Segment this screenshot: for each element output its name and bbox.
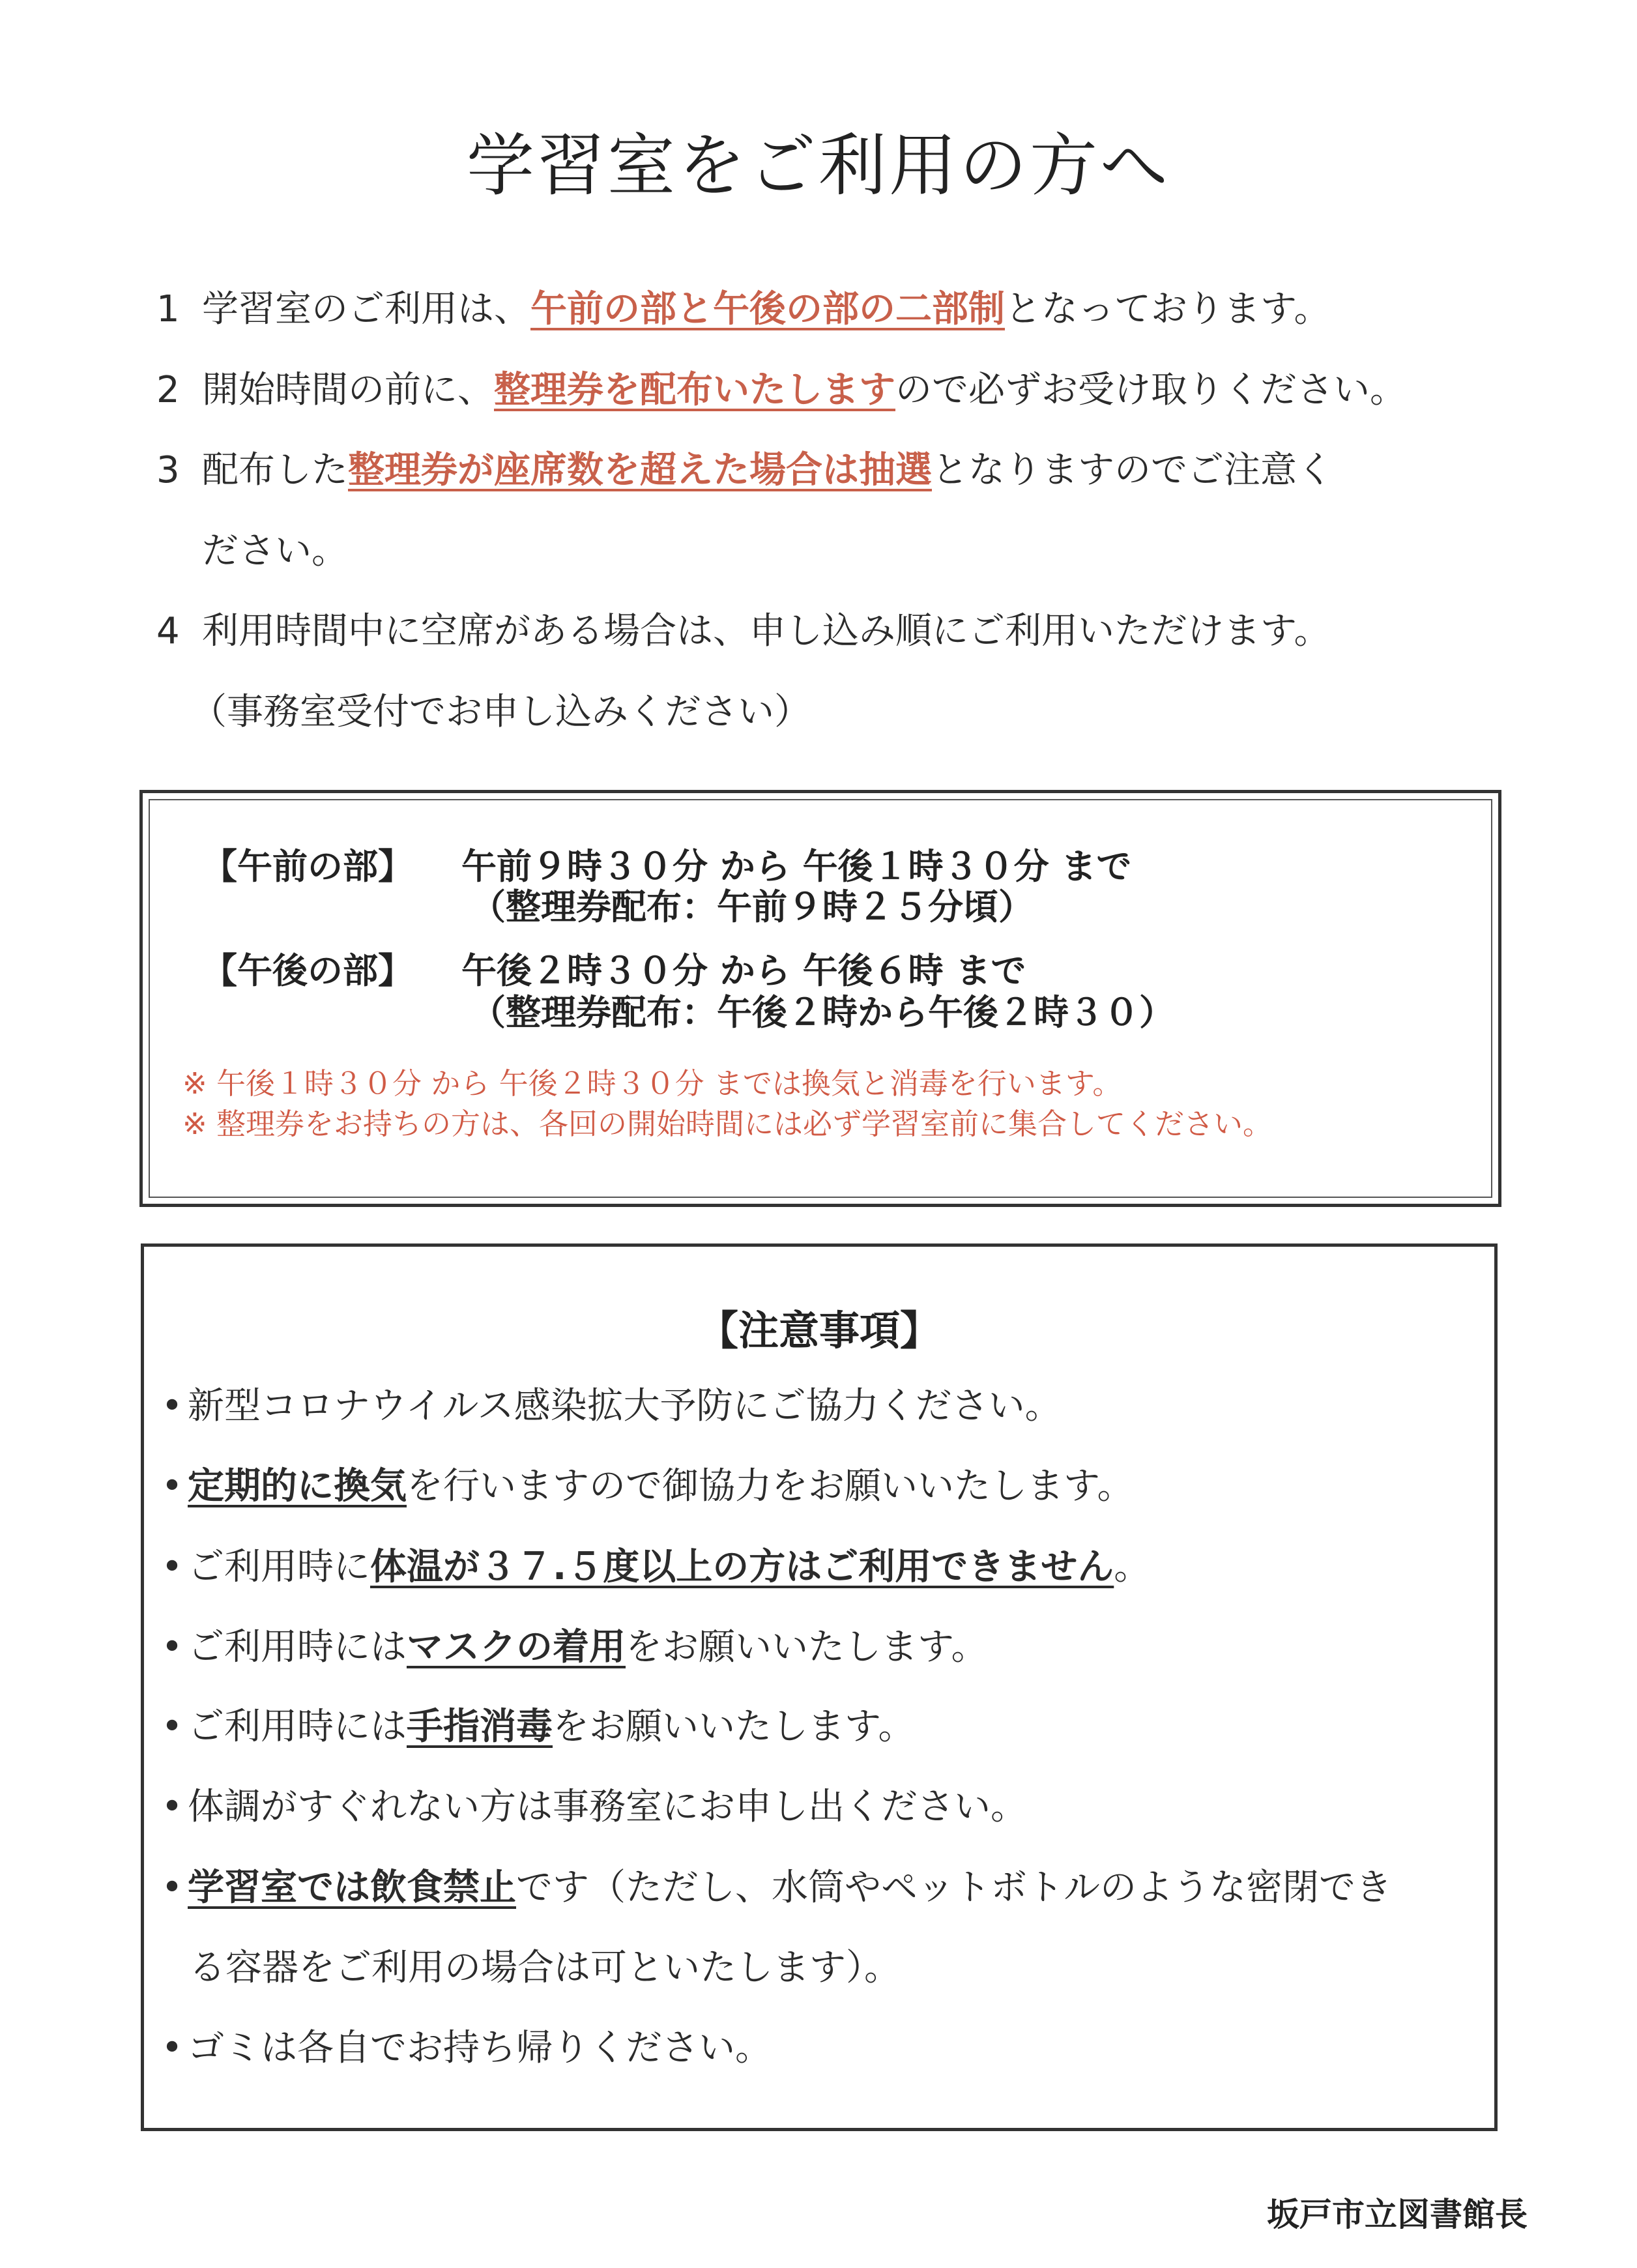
rule-highlight: 整理券を配布いたします — [494, 369, 895, 411]
bullet-dot: • — [161, 1385, 183, 1427]
caution-item: • ゴミは各自でお持ち帰りください。 — [156, 2030, 772, 2067]
bullet-dot: • — [161, 1465, 183, 1507]
morning-label: 【午前の部】 — [202, 846, 413, 887]
morning-time: 午前９時３０分 から 午後１時３０分 まで — [461, 846, 1132, 887]
caution-item: • ご利用時にはマスクの着用をお願いいたします。 — [156, 1629, 988, 1666]
rule-number: 4 — [156, 610, 180, 652]
morning-ticket: （整理券配布：午前９時２５分頃） — [471, 886, 1034, 927]
rule-3: 3 配布した整理券が座席数を超えた場合は抽選となりますのでご注意く — [156, 449, 1333, 491]
rule-1: 1 学習室のご利用は、午前の部と午後の部の二部制となっております。 — [156, 288, 1331, 330]
bullet-dot: • — [161, 1867, 183, 1909]
rule-3-continuation: ださい。 — [202, 530, 348, 572]
rule-number: 2 — [156, 369, 180, 411]
caution-item: • ご利用時に体温が３７.５度以上の方はご利用できません。 — [156, 1549, 1150, 1586]
bullet-dot: • — [161, 1626, 183, 1668]
caution-item: • 体調がすぐれない方は事務室にお申し出ください。 — [156, 1789, 1027, 1825]
rule-4-continuation: （事務室受付でお申し込みください） — [190, 691, 811, 733]
bullet-dot: • — [161, 2027, 183, 2069]
rule-number: 1 — [156, 288, 180, 330]
afternoon-label: 【午後の部】 — [202, 950, 413, 991]
caution-item: • 学習室では飲食禁止です（ただし、水筒やペットボトルのような密閉でき — [156, 1870, 1392, 1906]
afternoon-time: 午後２時３０分 から 午後６時 まで — [461, 950, 1026, 991]
caution-item-continuation: る容器をご利用の場合は可といたします）。 — [189, 1947, 901, 1989]
bullet-dot: • — [161, 1786, 183, 1828]
caution-box — [141, 1243, 1498, 2131]
schedule-note-ventilation: ※ 午後１時３０分 から 午後２時３０分 までは換気と消毒を行います。 — [182, 1066, 1122, 1101]
rule-highlight: 午前の部と午後の部の二部制 — [530, 288, 1005, 330]
afternoon-ticket: （整理券配布：午後２時から午後２時３０） — [471, 992, 1174, 1033]
rule-highlight: 整理券が座席数を超えた場合は抽選 — [348, 449, 932, 491]
bullet-dot: • — [161, 1546, 183, 1588]
caution-item: • 定期的に換気を行いますので御協力をお願いいたします。 — [156, 1468, 1134, 1505]
schedule-note-gather: ※ 整理券をお持ちの方は、各回の開始時間には必ず学習室前に集合してください。 — [182, 1107, 1273, 1141]
caution-item: • ご利用時には手指消毒をお願いいたします。 — [156, 1709, 915, 1745]
rule-4: 4 利用時間中に空席がある場合は、申し込み順にご利用いただけます。 — [156, 610, 1331, 652]
bullet-dot: • — [161, 1706, 183, 1748]
rule-2: 2 開始時間の前に、整理券を配布いたしますので必ずお受け取りください。 — [156, 369, 1406, 411]
page-title: 学習室をご利用の方へ — [466, 126, 1170, 205]
caution-title: 【注意事項】 — [697, 1307, 940, 1354]
rule-number: 3 — [156, 449, 180, 491]
caution-item: • 新型コロナウイルス感染拡大予防にご協力ください。 — [156, 1388, 1062, 1425]
signature: 坂戸市立図書館長 — [1267, 2196, 1528, 2233]
